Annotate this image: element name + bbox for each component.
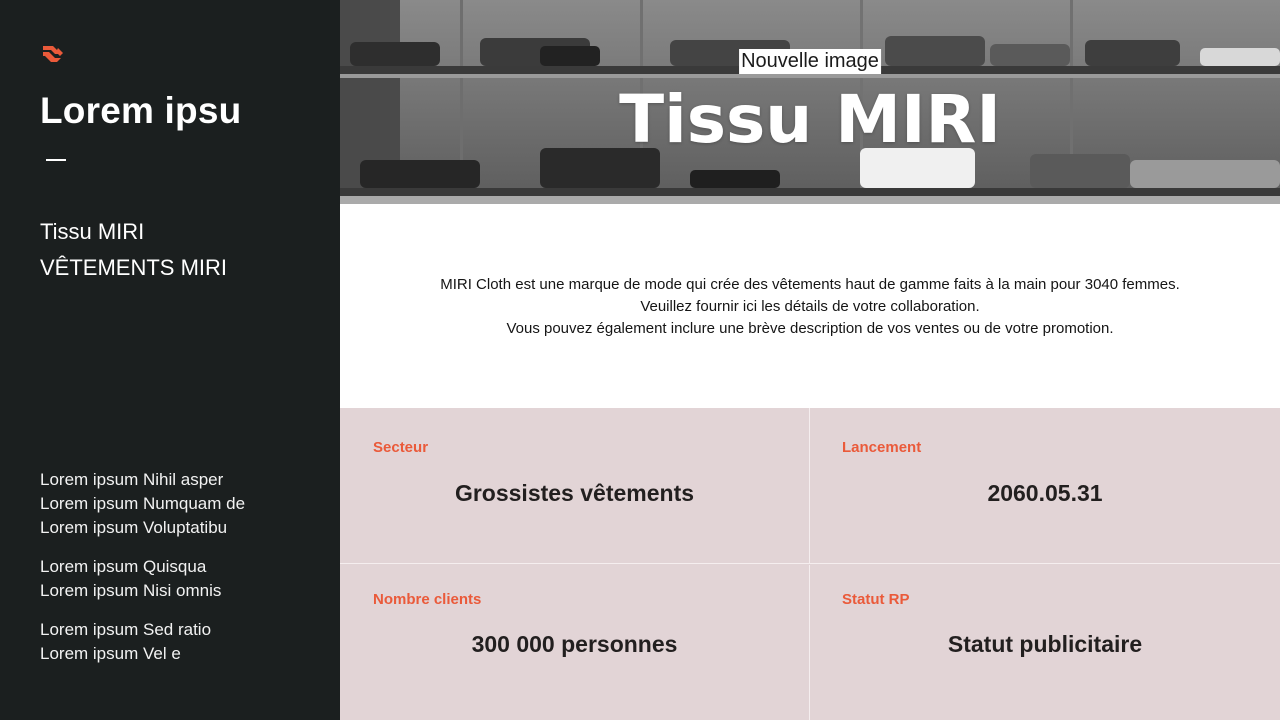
hero-title: Tissu MIRI [619,81,1001,158]
stat-label: Lancement [842,439,922,456]
stat-label: Secteur [373,439,429,456]
text-group [40,468,245,540]
text-line: Lorem ipsum Quisqua [40,557,207,576]
sidebar-subtitle: VÊTEMENTS MIRI [40,255,228,280]
sidebar-subtitles [40,214,227,286]
text-group [40,555,245,603]
stat-value: 2060.05.31 [987,480,1103,506]
text-line: Lorem ipsum Numquam de [40,494,246,513]
stat-card-lancement [810,408,1280,564]
stat-value: Grossistes vêtements [454,480,695,506]
hero-banner [340,0,1280,204]
brand-logo-icon [41,43,65,65]
text-group [40,618,245,666]
stat-card-statut-rp [810,565,1280,720]
description-line: MIRI Cloth est une marque de mode qui crée des vêtements haut de gamme faits à la main pour 3040 femmes. [440,276,1180,293]
description-line: Vous pouvez également inclure une brève description de vos ventes ou de votre promotion. [506,320,1114,337]
text-line: Lorem ipsum Vel e [40,644,181,663]
description-line: Veuillez fournir ici les détails de votre collaboration. [640,298,980,315]
stat-label: Statut RP [842,591,910,608]
stat-value: 300 000 personnes [471,631,678,657]
sidebar [0,0,340,720]
sidebar-text-groups [40,468,245,681]
stat-value: Statut publicitaire [947,631,1143,657]
text-line: Lorem ipsum Voluptatibu [40,518,228,537]
stats-grid [340,408,1280,720]
description [340,274,1280,340]
text-line: Lorem ipsum Nisi omnis [40,581,222,600]
text-line: Lorem ipsum Nihil asper [40,470,224,489]
stat-card-secteur [340,408,810,564]
stat-card-nombre-clients [340,565,810,720]
title-divider [46,159,66,161]
new-image-badge: Nouvelle image [741,50,879,72]
sidebar-subtitle: Tissu MIRI [40,219,145,244]
text-line: Lorem ipsum Sed ratio [40,620,212,639]
sidebar-title: Lorem ipsu [40,90,242,131]
stat-label: Nombre clients [373,591,482,608]
